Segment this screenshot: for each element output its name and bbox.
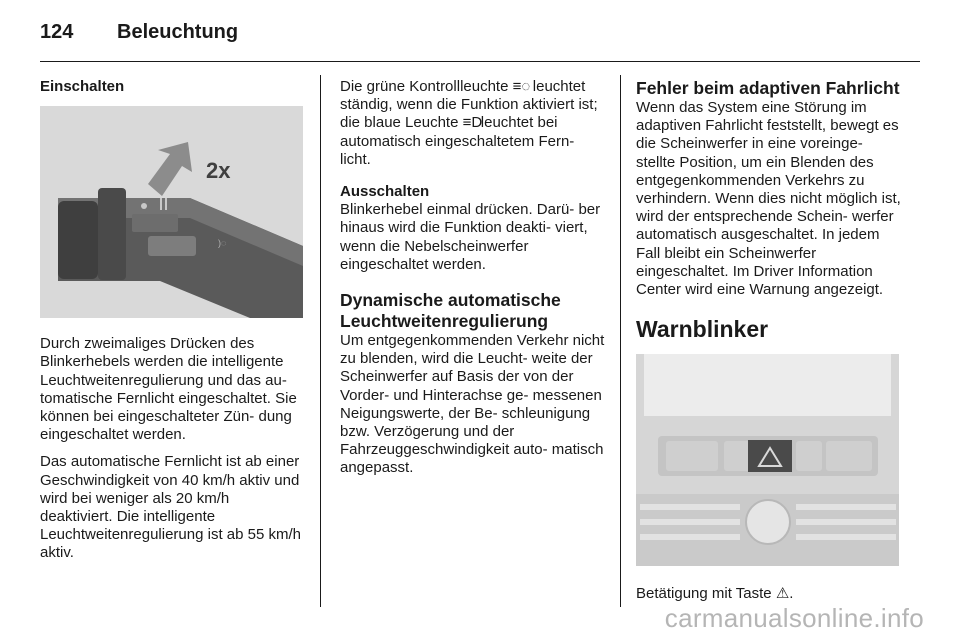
page-header (40, 18, 920, 60)
paragraph-einschalten-2: Das automatische Fernlicht ist ab einer Geschwindigkeit von 40 km/h aktiv und wird bei weniger als 20 km/h deaktiviert. Die intelligente Leuchtweitenregulierung ist ab 55 km/h aktiv. (40, 453, 301, 562)
hazard-triangle-icon: ⚠ (775, 585, 790, 603)
paragraph-dynamic: Um entgegenkommenden Verkehr nicht zu blenden, wird die Leucht- weite der Scheinwerfer auf Basis der von der Vorder- und Hinterachse ge- messenen Neigungswerte, der Be- schleunigung bzw. Verzögerung und der Fahrzeuggeschwindigkeit auto- matisch angepasst. (340, 332, 605, 477)
column-divider-1 (320, 75, 321, 607)
paragraph-fehler: Wenn das System eine Störung im adaptiven Fahrlicht feststellt, bewegt es die Scheinwerfer in eine voreinge- stellte Position, um ein Blenden des entgegenkommenden Verkehrs zu verhindern. Wenn dies nicht möglich ist, wird der entsprechende Schein- werfer automatisch ausgeschaltet. In jedem Fall bleibt ein Scheinwerfer eingeschaltet. Im Driver Information Center wird eine Warnung angezeigt. (636, 99, 901, 299)
page-title: Beleuchtung (117, 21, 239, 43)
paragraph-einschalten-1: Durch zweimaliges Drücken des Blinkerhebels werden die intelligente Leuchtweitenregulierung und das au- tomatische Fernlicht eingeschaltet. Sie können bei eingeschalteter Zün- dung eingeschaltet werden. (40, 335, 297, 444)
hazard-button (748, 440, 792, 472)
column-divider-2 (620, 75, 621, 607)
section-heading-einschalten: Einschalten (40, 78, 125, 95)
figure-label-2x: 2x (206, 158, 231, 184)
hazard-switch-figure (636, 354, 899, 566)
section-heading-warnblinker: Warnblinker (636, 316, 769, 343)
column-3 (636, 78, 903, 612)
watermark: carmanualsonline.info (664, 603, 924, 633)
section-heading-ausschalten: Ausschalten (340, 183, 430, 201)
paragraph-ausschalten: Blinkerhebel einmal drücken. Darü- ber hinaus wird die Funktion deakti- viert, wenn die Nebelscheinwerfer eingeschaltet werden. (340, 201, 601, 273)
column-1 (40, 78, 305, 572)
stalk-figure (40, 106, 303, 318)
hazard-panel-illustration (636, 354, 899, 566)
high-beam-icon: ≡D (462, 114, 483, 132)
caption-warnblinker: Betätigung mit Taste ⚠. (636, 585, 794, 603)
paragraph-kontrollleuchte: Die grüne Kontrollleuchte ≡◌ leuchtet ständig, wenn die Funktion aktiviert ist; die blaue Leuchte ≡D leuchtet bei automatisch eingeschaltetem Fern- licht. (340, 78, 598, 168)
section-heading-dynamic: Dynamische automatische Leuchtweitenregulierung (340, 290, 561, 332)
column-2 (340, 78, 606, 487)
turn-signal-stalk-illustration (40, 106, 303, 318)
page-number: 124 (40, 21, 74, 43)
svg-text:)◌: )◌ (218, 238, 227, 249)
high-beam-auto-icon: ≡◌ (512, 78, 531, 95)
header-rule (40, 61, 920, 62)
section-heading-fehler: Fehler beim adaptiven Fahrlicht (636, 78, 900, 98)
